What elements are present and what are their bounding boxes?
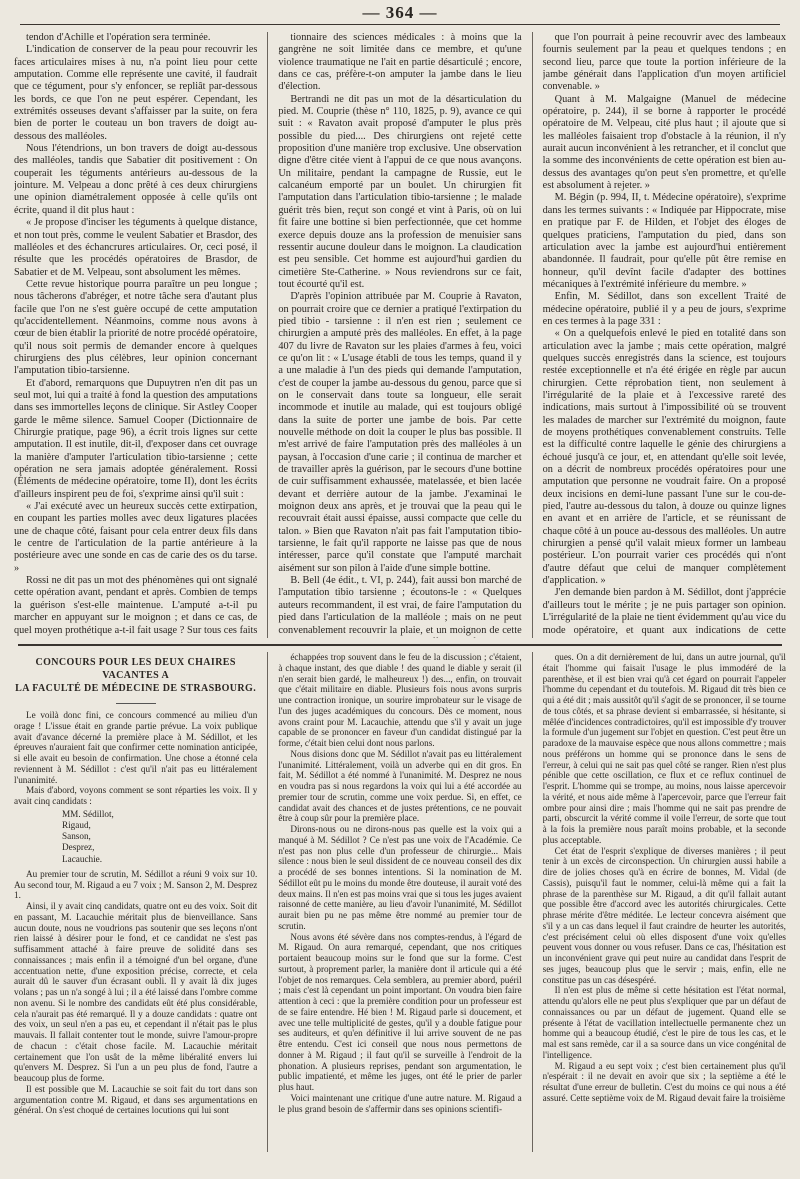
- paragraph: M. Rigaud a eu sept voix ; c'est bien certainement plus qu'il n'espérait : il ne devait en avoir que six ; la septième a été le résultat d'une erreur de bulletin. C'est du moins ce qui nous a été assuré. Cette septième voix de M. Rigaud devait faire la troisième: [542, 1060, 786, 1103]
- concours-article: [14, 652, 786, 1152]
- paragraph: Ainsi, il y avait cinq candidats, quatre ont eu des voix. Soit dit en passant, M. Lacauchie méritait plus de bienveillance. Sans aucun doute, nous ne voudrions pas soutenir que ses leçons n'ont rien laissé à désirer pour le fond, et ce candidat ne s'est pas suffisamment attaché à faire preuve de solidité dans ses connaissances ; mais enfin il a témoigné d'un bel organe, d'une accentuation nette, d'une exposition précise, correcte, et cela aurait dû le sauver d'un écrasant oubli. Il y avait là dix juges volans ; pas un n'a songé à lui ; il a été laissé dans l'ombre comme non avenu. Si le nombre des candidats eût été plus considérable, cela n'aurait pas été remarqué. Il y a douze candidats : quatre ont des voix, un seul n'en a pas eu, et cependant il n'était pas le plus mauvais. Il fallait contenter tout le monde, suivre l'amour-propre de chacun : c'était chose facile. M. Lacauchie méritait certainement que l'on usât de la même libéralité envers lui qu'envers M. Desprez. Si l'un a un peu plus de fond, l'autre a beaucoup plus de forme.: [14, 901, 258, 1084]
- paragraph: tionnaire des sciences médicales : à moins que la gangrène ne soit limitée dans ce membre, et qu'une violence traumatique ne l'ait en partie désarticulé ; encore, dans ce cas, préfère-t-on amputer la jambe dans le lieu d'élection.: [278, 32, 522, 93]
- column-rule: [532, 652, 533, 1152]
- paragraph: Il est possible que M. Lacauchie se soit fait du tort dans son argumentation contre M. Rigaud, et dans ses argumentations en général. On s'est choqué de certaines locutions qui lui sont: [14, 1083, 258, 1116]
- concours-intro: [14, 710, 257, 807]
- paragraph: Cette revue historique pourra paraître un peu longue ; nous tâcherons d'abréger, et notre tâche sera d'autant plus facile que l'on ne s'est guère occupé de cette amputation qu'accidentellement. Néanmoins, comme nous avons à cœur de bien établir la priorité de notre procédé opératoire, qu'il nous soit permis de demander encore à quelques chirurgiens des plus célèbres, leur opinion concernant l'amputation tibio-tarsienne.: [14, 278, 258, 377]
- section-title-line-1: CONCOURS POUR LES DEUX CHAIRES VACANTES A: [35, 657, 236, 681]
- paragraph: « On a quelquefois enlevé le pied en totalité dans son articulation avec la jambe ; mais cette opération, malgré quelques succès enregistrés dans la science, est toujours restée exceptionnelle et n'a été érigée en règle par aucun chirurgien. Cette réprobation tient, non seulement à l'irrégularité de la plaie et à l'excessive rareté des indications, mais surtout à l'impossibilité où se trouvent les malades de marcher sur l'extrémité du moignon, faute de moyens prothétiques convenablement construits. Telle est la difficulté contre laquelle le génie des chirurgiens a échoué jusqu'à ce jour, et, en attendant qu'elle soit levée, on a décrit de nombreux procédés opératoires pour une amputation que personne ne voudrait faire. On a proposé deux incisions en demi-lune passant l'une sur le cou-de-pied, l'autre au-dessous du talon, à douze ou quinze lignes en avant et en arrière de l'article, et se réunissant de chaque côté à un pouce au-dessous des malléoles. Un autre chirurgien a pensé qu'il valait mieux former un lambeau postérieur. L'on pourrait varier ces procédés qui n'ont d'autre défaut que celui de manquer complètement d'application. »: [542, 328, 786, 587]
- paragraph: Nous avons été sévère dans nos comptes-rendus, à l'égard de M. Rigaud. On aura remarqué, cependant, que nos critiques portaient beaucoup moins sur le fond que sur la forme. C'est surtout, à proprement parler, la manière dont il articule qui a été l'objet de nos remarques. Cela semblera, au premier abord, puéril ; mais c'est là cependant un point important. On voudra bien faire attention à ceci : que la première condition pour un professeur est de se faire entendre. Hé bien ! M. Rigaud parle si doucement, et avec une telle multiplicité de gestes, qu'il y a double fatigue pour ses auditeurs, et qu'en définitive il lui arrive souvent de ne pas être entendu. C'est ici conseil que nous nous permettons de donner à M. Rigaud ; il faut qu'il se surveille à l'endroit de la phonation. A plusieurs reprises, pendant son argumentation, le public impatienté, et même les juges, ont été le prier de parler plus haut.: [278, 931, 522, 1092]
- paragraph: ques. On a dit dernièrement de lui, dans un autre journal, qu'il était l'homme qui faisait l'usage le plus immodéré de la parenthèse, et il est bien vrai qu'à cet égard on pourrait l'appeler l'homme du cependant et du toutefois. M. Rigaud dit très bien ce qui a été dit ; mais aussitôt qu'il s'agit de se prononcer, il se tourne de tous côtés, et sa phrase devient si embarrassée, si hésitante, si mêlée d'incidences contradictoires, qu'il est impossible d'y trouver la formule d'un jugement sur l'objet en question. C'est peut être un paradoxe de la mauvaise espèce que nous allons commettre ; mais nous préférons un homme qui se prononce dans le sens de l'erreur, à celui qui ne sait pas quel côté se ranger. Rien n'est plus pénible que cette oscillation, ce flux et ce reflux continuel de l'esprit. L'homme qui se trompe, au moins, nous laisse apercevoir la vérité, et nous aide même à l'apercevoir, parce que l'erreur fait ombre pour ainsi dire ; mais l'homme qui ne sait pas prendre de parti, obscurcit la vérité comme il voile l'erreur, de sorte que tout à la fois la première nous paraît moins probable, et la seconde plus acceptable.: [542, 652, 786, 845]
- title-separator: [116, 703, 156, 704]
- paragraph: B. Bell (4e édit., t. VI, p. 244), fait aussi bon marché de l'amputation tibio tarsienne ; écoutons-le : « Quelques auteurs recommandent, il est vrai, de faire l'amputation du pied dans l'articulation de la malléole ; mais on ne peut convenablement recouvrir la plaie, et un moignon de cette: [278, 575, 522, 636]
- paragraph: Le voilà donc fini, ce concours commencé au milieu d'un orage ! L'issue était en grande partie prévue. La voix publique avait d'avance décerné la première place à M. Sédillot, et les épreuves n'auraient fait que confirmer cette nomination anticipée, si elle avait eu besoin de confirmation. Une chose a étonné cela reviennent à M. Sédillot : c'est qu'il n'ait pas eu littéralement l'unanimité.: [14, 710, 258, 785]
- paragraph: Nous disions donc que M. Sédillot n'avait pas eu littéralement l'unanimité. Littéralement, voilà un adverbe qui en dit gros. En fait, M. Sédillot a été nommé à l'unanimité. M. Desprez ne nous en voudra pas si nous regardons la voix qui lui a été accordée au premier tour de scrutin, comme une voix perdue. Si, en effet, ce candidat avait des chances et de justes prétentions, ce ne pouvait être à coup sûr pour la première place.: [278, 748, 522, 824]
- paragraph: Au premier tour de scrutin, M. Sédillot a réuni 9 voix sur 10. Au second tour, M. Rigaud a eu 7 voix ; M. Sanson 2, M. Desprez 1.: [14, 868, 258, 901]
- paragraph: Dirons-nous ou ne dirons-nous pas quelle est la voix qui a manqué à M. Sédillot ? Ce n'est pas une voix de l'Académie. Ce n'est pas non plus celle d'un professeur de chirurgie... Mais silence : nous bien le seul dissident de ce nouveau conseil des dix a procédé de ses bonnes intentions. Si la nomination de M. Sédillot eût pu le moins du monde être douteuse, il aurait voté des deux mains. Il n'en est pas moins vrai que si tous les juges avaient raisonné de cette manière, au lieu d'avoir l'unanimité, M. Sédillot aurait bien pu ne pas même être nommé au premier tour de scrutin.: [278, 824, 522, 931]
- page-header: [14, 0, 786, 30]
- section-divider: [18, 644, 782, 646]
- paragraph: Il n'en est plus de même si cette hésitation est l'état normal, attendu qu'alors elle ne peut plus s'expliquer que par un défaut de connaissances ou par un défaut de jugement. Quand elle se présente à l'état de vacillation intellectuelle permanente chez un homme qui a beaucoup étudié, c'est le pire de tous les cas, et le mal est sans remède, car il a sa source dans un vice congénital de l'intelligence.: [542, 985, 786, 1060]
- paragraph: Bertrandi ne dit pas un mot de la désarticulation du pied. M. Couprie (thèse n° 110, 1825, p. 9), avance ce qui suit : « Ravaton avait proposé d'amputer le plus près possible du pied.... Des chirurgiens ont rejeté cette proposition d'une manière trop exclusive. Une observation digne d'être citée vient à l'appui de ce que nous avançons. Un militaire, pendant la campagne de Russie, eut le calcanéum emporté par un boulet. Un chirurgien fit l'amputation dans l'articulation tibio-tarsienne ; le malade guérit très bien, reçut son congé et vint à Paris, où on lui fit faire une bottine si bien perfectionnée, que cet homme exerce depuis douze ans la profession de menuisier sans ressentir aucune douleur dans le moignon. La claudication est peu sensible. Cet homme est aujourd'hui gardien du cimetière Ste-Catherine. » Nous reviendrons sur ce fait, tout écourté qu'il est.: [278, 93, 522, 290]
- candidate-name: MM. Sédillot,: [62, 808, 114, 819]
- paragraph: « Je propose d'inciser les téguments à quelque distance, et non tout près, comme le veulent Sabatier et Brasdor, des malléoles et des échancrures articulaires. Or, ceci posé, il résulte que les procédés opératoires de Brasdor, de Sabatier et de M. Velpeau, sont absolument les mêmes.: [14, 217, 258, 278]
- paragraph: Mais d'abord, voyons comment se sont réparties les voix. Il y avait cinq candidats :: [14, 785, 258, 806]
- paragraph: M. Bégin (p. 994, II, t. Médecine opératoire), s'exprime dans les termes suivants : « Indiquée par Hippocrate, mise en pratique par F. de Hilden, et l'objet des éloges de quelques praticiens, l'amputation du pied, dans son articulation avec la jambe est aujourd'hui entièrement abandonnée. Il faudrait, pour qu'elle pût être remise en honneur, qu'il devînt facile d'adapter des bottines mécaniques à l'extrémité inférieure du membre. »: [542, 192, 786, 290]
- concours-column-2: [278, 652, 521, 1152]
- candidate-name: Rigaud,: [62, 819, 91, 830]
- concours-column-1: [14, 652, 257, 1152]
- column-rule: [267, 32, 268, 638]
- candidate-name: Lacauchie.: [62, 853, 103, 864]
- paragraph: J'en demande bien pardon à M. Sédillot, dont j'apprécie d'ailleurs tout le mérite ; je ne puis partager son opinion. L'irrégularité de la plaie ne tient évidemment qu'au vice du mode opératoire, et quant aux indications de cette: [542, 587, 786, 636]
- paragraph: Quant à M. Malgaigne (Manuel de médecine opératoire, p. 244), il se borne à rapporter le procédé opératoire de M. Velpeau, cité plus haut ; il ajoute que si les malléoles faisaient trop d'obstacle à la réunion, il n'y aurait aucun inconvénient à les retrancher, et il conclut que la somme des inconvénients de cette opération est bien au-dessus des avantages qu'on peut s'en promettre, et qu'elle est absolument à rejeter. »: [542, 93, 786, 192]
- paragraph: échappées trop souvent dans le feu de la discussion ; c'étaient, à chaque instant, des que diable ! des quand le diable y serait (il n'en serait bien gardé, le malheureux !) des..., enfin, on trouvait que c'était militaire en diable. Plusieurs fois nous avons surpris une contraction ironique, un sourire improbateur sur le visage de l'un des juges académiques du concours. Dès ce moment, nous avons craint pour M. Lacauchie, attendu que s'il y avait un juge capable de se prononcer en faveur d'un candidat distingué par la forme, c'était bien celui dont nous parlons.: [278, 652, 522, 748]
- concours-column-3: [543, 652, 786, 1152]
- article-column-2: [278, 32, 521, 638]
- article-column-3: [543, 32, 786, 638]
- column-rule: [532, 32, 533, 638]
- paragraph: Et d'abord, remarquons que Dupuytren n'en dit pas un seul mot, lui qui a traité à fond la question des amputations dans ses immortelles leçons de clinique. Sir Astley Cooper garde le même silence. Samuel Cooper (Dictionnaire de Chirurgie pratique, page 96), a écrit trois lignes sur cette amputation. Il est inutile, dit-il, d'exposer dans cet ouvrage la manière d'amputer l'articulation tibio-tarsienne ; cette opération ne sera jamais adoptée généralement. Rossi (Éléments de médecine opératoire, tome II), dont les écrits d'ailleurs inspirent peu de foi, s'exprime ainsi qu'il suit :: [14, 377, 258, 500]
- article-columns: [14, 32, 786, 638]
- column-rule: [267, 652, 268, 1152]
- paragraph: « J'ai exécuté avec un heureux succès cette extirpation, en coupant les parties molles avec deux ligatures placées une de chaque côté, faisant pour cela entrer deux fils dans le centre de l'articulation de la partie antérieure à la postérieure avec une sonde en cas de carie des os du tarse. »: [14, 501, 258, 574]
- paragraph: D'après l'opinion attribuée par M. Couprie à Ravaton, on pourrait croire que ce dernier a pratiqué l'extirpation du pied tibio - tarsienne : il n'en est rien ; seulement ce chirurgien a amputé près des malléoles. En effet, à la page 407 du livre de Ravaton sur les plaies d'armes à feu, voici ce qu'on lit : « L'usage établi de tous les temps, quand il y a une maladie à l'un des pieds qui demande l'amputation, c'est de couper la jambe au-dessous du genou, parce que si on le conservait dans toute sa longueur, elle serait incommode et inutile au malade, qui est toujours obligé dans la suite de porter une jambe de bois. Par cette nouvelle méthode on doit la couper le plus bas possible. Il m'est arrivé de faire l'amputation près des malléoles à un paysan, à l'occasion d'une carie ; il continua de marcher et de travailler après la guérison, par le secours d'une bottine de cuir suffisamment exhaussée, matelassée, et bien lacée devant et derrière autour de la jambe. J'examinai le moignon deux ans après, et je trouvai que la peau qui le recouvrait était aussi épaisse, aussi compacte que celle du talon. » Bien que Ravaton n'ait pas fait l'amputation tibio-tarsienne, le fait qu'il rapporte ne laisse pas que de nous intéresser, parce qu'il constate que l'amputé marchait aisément sur son pilon à l'aide d'une simple bottine.: [278, 291, 522, 574]
- paragraph: Rossi ne dit pas un mot des phénomènes qui ont signalé cette opération avant, pendant et après. Combien de temps la guérison s'est-elle maintenue. L'amputé a-t-il pu marcher en appuyant sur le moignon ; et dans ce cas, de quel moyen prothétique a-t-il fait usage ? Sur tous ces faits: [14, 575, 258, 636]
- paragraph: que l'on pourrait à peine recouvrir avec des lambeaux fournis seulement par la peau et quelques tendons ; en second lieu, parce que toute la portion inférieure de la jambe générait dans l'application d'un moyen artificiel convenable. »: [542, 32, 786, 93]
- candidate-list: [14, 809, 257, 865]
- paragraph: Voici maintenant une critique d'une autre nature. M. Rigaud a le plus grand besoin de s'affermir dans ses opinions scientifi-: [278, 1092, 522, 1114]
- paragraph: Nous l'étendrions, un bon travers de doigt au-dessous des malléoles, tandis que Sabatier dit positivement : On couperait les téguments antérieurs au-dessous de la jointure. M. Velpeau a donc prêté à ces deux chirurgiens une opinion diamétralement opposée à celle qu'ils ont écrite, quand il dit plus haut :: [14, 143, 258, 216]
- page-number: — 364 —: [362, 3, 438, 22]
- section-title-line-2: LA FACULTÉ DE MÉDECINE DE STRASBOURG.: [15, 683, 257, 694]
- paragraph: Cet état de l'esprit s'explique de diverses manières ; il peut tenir à un excès de circonspection. Un chirurgien aussi habile a dire de jolies choses qu'à en écrire de bonnes, M. Vidal (de Cassis), puisqu'il faut le nommer, celui-là même qui a fait la phrase de la parenthèse sur M. Rigaud, a dit qu'il fallait autant que possible être d'accord avec les autorités chirurgicales. Cette phrase mérite d'être méditée. Le lecteur concevra aisément que s'il y a un cas dans lequel il faut craindre de heurter les autorités, c'est précisément celui où elles disposent d'une voix qu'elles peuvent vous donner ou vous refuser. Dans ce cas, l'hésitation est un inconvénient grave qui peut nuire au candidat dans l'esprit de ses juges, beaucoup plus que le servir ; mais, enfin, elle ne constitue pas un cas désespéré.: [542, 845, 786, 985]
- concours-results: [14, 869, 257, 1116]
- section-title: [14, 656, 257, 695]
- candidate-name: Desprez,: [62, 842, 95, 853]
- candidate-name: Sanson,: [62, 831, 91, 842]
- paragraph: L'indication de conserver de la peau pour recouvrir les faces articulaires mises à nu, n'a point lieu pour cette amputation. Comme elle représente une cavité, il faudrait que ce tégument, pour s'y enfoncer, se repliât par-dessous les bords, ce que l'on ne peut espérer. Cependant, les extrémités osseuses devant s'affaisser par la suite, on fera bien de porter le couteau un bon travers de doigt au-dessous des malléoles.: [14, 44, 258, 142]
- paragraph: Enfin, M. Sédillot, dans son excellent Traité de médecine opératoire, publié il y a peu de jours, s'exprime en ces termes à la page 331 :: [542, 291, 786, 327]
- header-rule: [20, 24, 780, 25]
- paragraph: tendon d'Achille et l'opération sera terminée.: [26, 32, 211, 43]
- article-column-1: [14, 32, 257, 638]
